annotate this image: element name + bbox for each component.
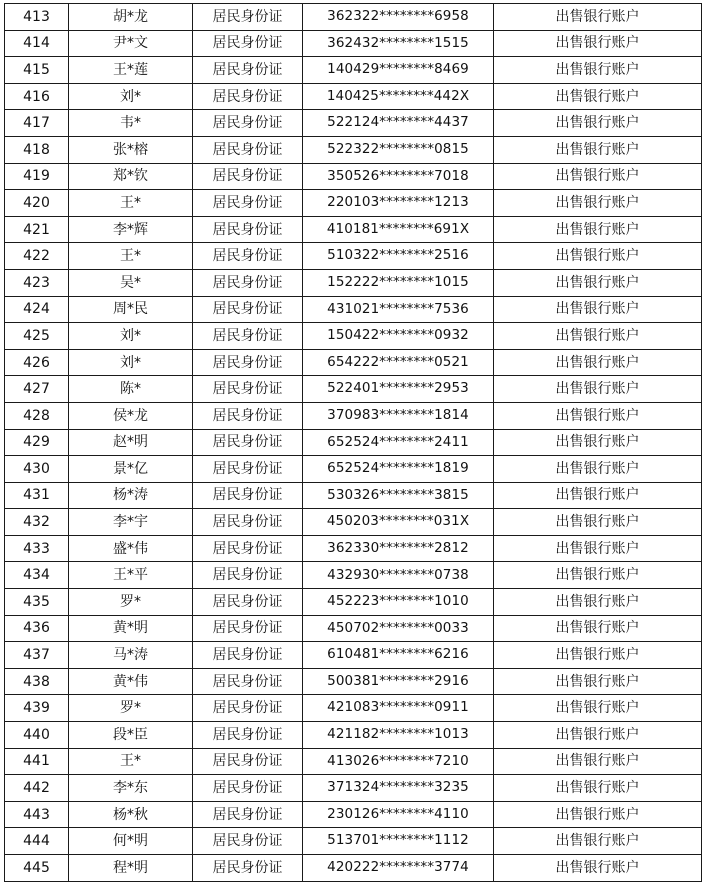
document-type-cell: 居民身份证	[193, 828, 303, 855]
reason-cell: 出售银行账户	[494, 57, 702, 84]
name-cell: 何*明	[69, 828, 193, 855]
table-row	[5, 562, 702, 589]
table-row	[5, 589, 702, 616]
reason-cell: 出售银行账户	[494, 190, 702, 217]
document-type-cell: 居民身份证	[193, 136, 303, 163]
name-cell: 吴*	[69, 269, 193, 296]
name-cell: 罗*	[69, 589, 193, 616]
row-number-cell: 442	[5, 775, 69, 802]
name-cell: 王*	[69, 190, 193, 217]
record-table	[4, 3, 702, 882]
reason-cell: 出售银行账户	[494, 748, 702, 775]
name-cell: 王*平	[69, 562, 193, 589]
name-cell: 景*亿	[69, 456, 193, 483]
row-number-cell: 437	[5, 642, 69, 669]
table-row	[5, 482, 702, 509]
table-row	[5, 323, 702, 350]
reason-cell: 出售银行账户	[494, 482, 702, 509]
reason-cell: 出售银行账户	[494, 855, 702, 882]
name-cell: 李*东	[69, 775, 193, 802]
reason-cell: 出售银行账户	[494, 828, 702, 855]
id-number-cell: 362330********2812	[303, 535, 494, 562]
name-cell: 尹*文	[69, 30, 193, 57]
reason-cell: 出售银行账户	[494, 801, 702, 828]
document-type-cell: 居民身份证	[193, 163, 303, 190]
name-cell: 郑*钦	[69, 163, 193, 190]
table-row	[5, 110, 702, 137]
document-type-cell: 居民身份证	[193, 429, 303, 456]
id-number-cell: 431021********7536	[303, 296, 494, 323]
document-type-cell: 居民身份证	[193, 349, 303, 376]
document-type-cell: 居民身份证	[193, 30, 303, 57]
table-row	[5, 57, 702, 84]
row-number-cell: 423	[5, 269, 69, 296]
id-number-cell: 510322********2516	[303, 243, 494, 270]
row-number-cell: 440	[5, 722, 69, 749]
document-type-cell: 居民身份证	[193, 456, 303, 483]
id-number-cell: 362432********1515	[303, 30, 494, 57]
id-number-cell: 413026********7210	[303, 748, 494, 775]
id-number-cell: 150422********0932	[303, 323, 494, 350]
document-type-cell: 居民身份证	[193, 695, 303, 722]
record-table-body	[5, 4, 702, 882]
table-row	[5, 855, 702, 882]
reason-cell: 出售银行账户	[494, 269, 702, 296]
table-row	[5, 828, 702, 855]
id-number-cell: 152222********1015	[303, 269, 494, 296]
reason-cell: 出售银行账户	[494, 4, 702, 31]
reason-cell: 出售银行账户	[494, 83, 702, 110]
row-number-cell: 430	[5, 456, 69, 483]
document-type-cell: 居民身份证	[193, 748, 303, 775]
table-row	[5, 509, 702, 536]
table-row	[5, 748, 702, 775]
document-type-cell: 居民身份证	[193, 402, 303, 429]
document-type-cell: 居民身份证	[193, 722, 303, 749]
name-cell: 马*涛	[69, 642, 193, 669]
name-cell: 王*	[69, 748, 193, 775]
reason-cell: 出售银行账户	[494, 642, 702, 669]
name-cell: 段*臣	[69, 722, 193, 749]
document-type-cell: 居民身份证	[193, 4, 303, 31]
document-type-cell: 居民身份证	[193, 83, 303, 110]
row-number-cell: 415	[5, 57, 69, 84]
row-number-cell: 425	[5, 323, 69, 350]
row-number-cell: 444	[5, 828, 69, 855]
name-cell: 张*榕	[69, 136, 193, 163]
reason-cell: 出售银行账户	[494, 456, 702, 483]
document-type-cell: 居民身份证	[193, 482, 303, 509]
reason-cell: 出售银行账户	[494, 535, 702, 562]
name-cell: 李*辉	[69, 216, 193, 243]
document-type-cell: 居民身份证	[193, 535, 303, 562]
reason-cell: 出售银行账户	[494, 615, 702, 642]
id-number-cell: 450702********0033	[303, 615, 494, 642]
row-number-cell: 421	[5, 216, 69, 243]
table-row	[5, 775, 702, 802]
id-number-cell: 522401********2953	[303, 376, 494, 403]
name-cell: 罗*	[69, 695, 193, 722]
name-cell: 侯*龙	[69, 402, 193, 429]
name-cell: 王*	[69, 243, 193, 270]
id-number-cell: 220103********1213	[303, 190, 494, 217]
id-number-cell: 522124********4437	[303, 110, 494, 137]
document-type-cell: 居民身份证	[193, 642, 303, 669]
table-row	[5, 456, 702, 483]
id-number-cell: 350526********7018	[303, 163, 494, 190]
row-number-cell: 441	[5, 748, 69, 775]
table-row	[5, 83, 702, 110]
id-number-cell: 421083********0911	[303, 695, 494, 722]
document-type-cell: 居民身份证	[193, 57, 303, 84]
row-number-cell: 427	[5, 376, 69, 403]
id-number-cell: 654222********0521	[303, 349, 494, 376]
document-type-cell: 居民身份证	[193, 296, 303, 323]
reason-cell: 出售银行账户	[494, 136, 702, 163]
reason-cell: 出售银行账户	[494, 775, 702, 802]
reason-cell: 出售银行账户	[494, 668, 702, 695]
document-type-cell: 居民身份证	[193, 376, 303, 403]
document-type-cell: 居民身份证	[193, 615, 303, 642]
table-row	[5, 668, 702, 695]
name-cell: 刘*	[69, 349, 193, 376]
row-number-cell: 417	[5, 110, 69, 137]
name-cell: 刘*	[69, 83, 193, 110]
table-row	[5, 349, 702, 376]
reason-cell: 出售银行账户	[494, 30, 702, 57]
name-cell: 王*莲	[69, 57, 193, 84]
name-cell: 周*民	[69, 296, 193, 323]
row-number-cell: 432	[5, 509, 69, 536]
reason-cell: 出售银行账户	[494, 296, 702, 323]
id-number-cell: 432930********0738	[303, 562, 494, 589]
id-number-cell: 452223********1010	[303, 589, 494, 616]
id-number-cell: 530326********3815	[303, 482, 494, 509]
table-row	[5, 376, 702, 403]
name-cell: 赵*明	[69, 429, 193, 456]
name-cell: 胡*龙	[69, 4, 193, 31]
row-number-cell: 435	[5, 589, 69, 616]
table-row	[5, 535, 702, 562]
document-type-cell: 居民身份证	[193, 775, 303, 802]
reason-cell: 出售银行账户	[494, 429, 702, 456]
document-type-cell: 居民身份证	[193, 668, 303, 695]
row-number-cell: 438	[5, 668, 69, 695]
reason-cell: 出售银行账户	[494, 722, 702, 749]
id-number-cell: 610481********6216	[303, 642, 494, 669]
name-cell: 韦*	[69, 110, 193, 137]
row-number-cell: 418	[5, 136, 69, 163]
document-type-cell: 居民身份证	[193, 801, 303, 828]
id-number-cell: 410181********691X	[303, 216, 494, 243]
document-type-cell: 居民身份证	[193, 110, 303, 137]
row-number-cell: 436	[5, 615, 69, 642]
table-row	[5, 642, 702, 669]
name-cell: 李*宇	[69, 509, 193, 536]
row-number-cell: 426	[5, 349, 69, 376]
row-number-cell: 445	[5, 855, 69, 882]
reason-cell: 出售银行账户	[494, 323, 702, 350]
table-row	[5, 243, 702, 270]
id-number-cell: 652524********2411	[303, 429, 494, 456]
name-cell: 刘*	[69, 323, 193, 350]
row-number-cell: 424	[5, 296, 69, 323]
table-row	[5, 296, 702, 323]
reason-cell: 出售银行账户	[494, 216, 702, 243]
id-number-cell: 370983********1814	[303, 402, 494, 429]
reason-cell: 出售银行账户	[494, 562, 702, 589]
table-row	[5, 722, 702, 749]
row-number-cell: 416	[5, 83, 69, 110]
name-cell: 陈*	[69, 376, 193, 403]
row-number-cell: 413	[5, 4, 69, 31]
id-number-cell: 230126********4110	[303, 801, 494, 828]
id-number-cell: 140425********442X	[303, 83, 494, 110]
reason-cell: 出售银行账户	[494, 376, 702, 403]
document-type-cell: 居民身份证	[193, 589, 303, 616]
document-type-cell: 居民身份证	[193, 323, 303, 350]
id-number-cell: 500381********2916	[303, 668, 494, 695]
document-type-cell: 居民身份证	[193, 190, 303, 217]
row-number-cell: 419	[5, 163, 69, 190]
reason-cell: 出售银行账户	[494, 163, 702, 190]
name-cell: 黄*伟	[69, 668, 193, 695]
row-number-cell: 433	[5, 535, 69, 562]
table-row	[5, 402, 702, 429]
table-row	[5, 269, 702, 296]
id-number-cell: 362322********6958	[303, 4, 494, 31]
table-row	[5, 216, 702, 243]
table-row	[5, 190, 702, 217]
row-number-cell: 443	[5, 801, 69, 828]
document-type-cell: 居民身份证	[193, 243, 303, 270]
row-number-cell: 431	[5, 482, 69, 509]
table-row	[5, 4, 702, 31]
row-number-cell: 422	[5, 243, 69, 270]
reason-cell: 出售银行账户	[494, 349, 702, 376]
reason-cell: 出售银行账户	[494, 110, 702, 137]
id-number-cell: 522322********0815	[303, 136, 494, 163]
reason-cell: 出售银行账户	[494, 402, 702, 429]
row-number-cell: 434	[5, 562, 69, 589]
name-cell: 程*明	[69, 855, 193, 882]
id-number-cell: 450203********031X	[303, 509, 494, 536]
document-type-cell: 居民身份证	[193, 562, 303, 589]
id-number-cell: 513701********1112	[303, 828, 494, 855]
document-type-cell: 居民身份证	[193, 216, 303, 243]
document-type-cell: 居民身份证	[193, 269, 303, 296]
table-row	[5, 136, 702, 163]
row-number-cell: 429	[5, 429, 69, 456]
table-row	[5, 615, 702, 642]
id-number-cell: 421182********1013	[303, 722, 494, 749]
reason-cell: 出售银行账户	[494, 509, 702, 536]
reason-cell: 出售银行账户	[494, 589, 702, 616]
document-type-cell: 居民身份证	[193, 855, 303, 882]
table-row	[5, 801, 702, 828]
table-row	[5, 30, 702, 57]
name-cell: 黄*明	[69, 615, 193, 642]
row-number-cell: 420	[5, 190, 69, 217]
id-number-cell: 371324********3235	[303, 775, 494, 802]
name-cell: 杨*涛	[69, 482, 193, 509]
document-type-cell: 居民身份证	[193, 509, 303, 536]
reason-cell: 出售银行账户	[494, 243, 702, 270]
id-number-cell: 420222********3774	[303, 855, 494, 882]
name-cell: 盛*伟	[69, 535, 193, 562]
table-row	[5, 163, 702, 190]
table-row	[5, 429, 702, 456]
row-number-cell: 439	[5, 695, 69, 722]
id-number-cell: 140429********8469	[303, 57, 494, 84]
table-row	[5, 695, 702, 722]
row-number-cell: 414	[5, 30, 69, 57]
id-number-cell: 652524********1819	[303, 456, 494, 483]
reason-cell: 出售银行账户	[494, 695, 702, 722]
name-cell: 杨*秋	[69, 801, 193, 828]
row-number-cell: 428	[5, 402, 69, 429]
